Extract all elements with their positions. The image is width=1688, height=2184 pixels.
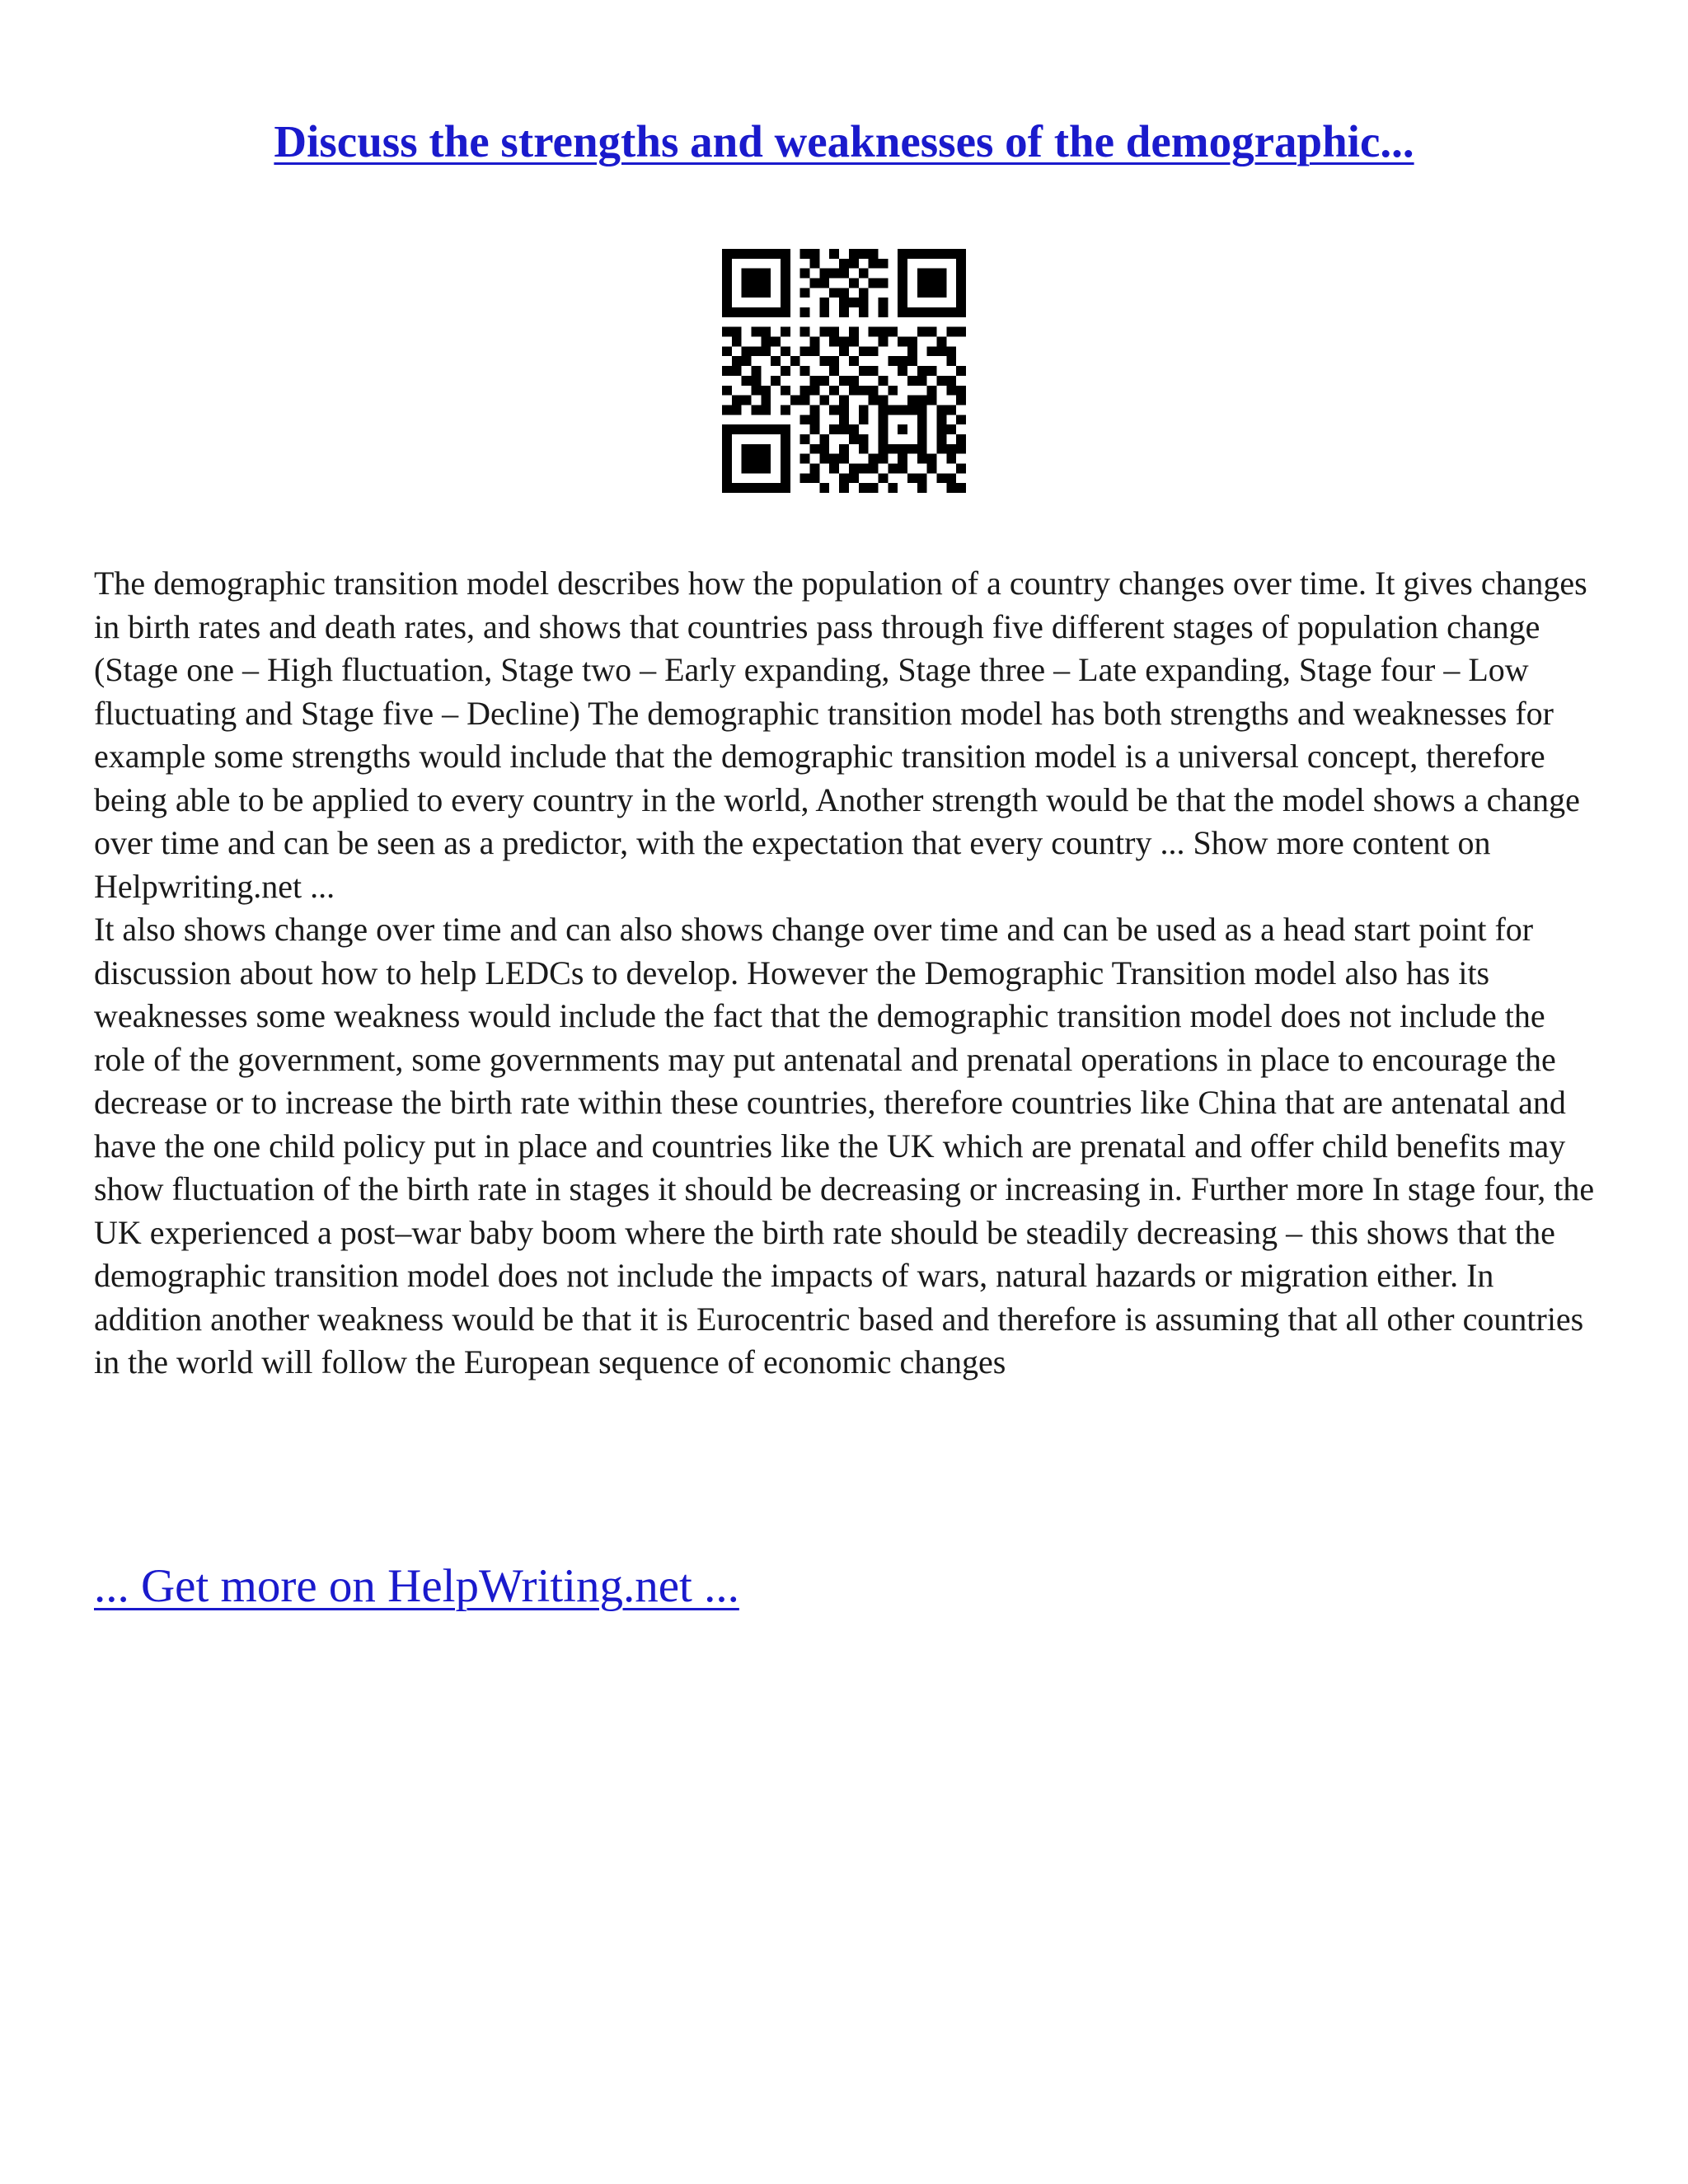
- qr-code-icon: [722, 249, 966, 493]
- page-title-link[interactable]: Discuss the strengths and weaknesses of the demographic...: [274, 116, 1414, 166]
- paragraph-2: It also shows change over time and can also shows change over time and can be used as a head start point for discussion about how to help LEDCs to develop. However the Demographic Transition model also has its weaknesses some weakness would include the fact that the demographic transition model does not include the role of the government, some governments may put antenatal and prenatal operations in place to encourage the decrease or to increase the birth rate within these countries, therefore countries like China that are antenatal and have the one child policy put in place and countries like the UK which are prenatal and offer child benefits may show fluctuation of the birth rate in stages it should be decreasing or increasing in. Further more In stage four, the UK experienced a post–war baby boom where the birth rate should be steadily decreasing – this shows that the demographic transition model does not include the impacts of wars, natural hazards or migration either. In addition another weakness would be that it is Eurocentric based and therefore is assuming that all other countries in the world will follow the European sequence of economic changes: [94, 911, 1595, 1380]
- title-container: [0, 115, 1688, 167]
- get-more-link[interactable]: ... Get more on HelpWriting.net ...: [94, 1560, 739, 1612]
- paragraph-1: The demographic transition model describes how the population of a country changes over time. It gives changes in birth rates and death rates, and shows that countries pass through five different stages of population change (Stage one – High fluctuation, Stage two – Early expanding, Stage three – Late expanding, Stage four – Low fluctuating and Stage five – Decline) The demographic transition model has both strengths and weaknesses for example some strengths would include that the demographic transition model is a universal concept, therefore being able to be applied to every country in the world, Another strength would be that the model shows a change over time and can be seen as a predictor, with the expectation that every country ... Show more content on Helpwriting.net ...: [94, 565, 1587, 905]
- body-text: [94, 562, 1602, 1385]
